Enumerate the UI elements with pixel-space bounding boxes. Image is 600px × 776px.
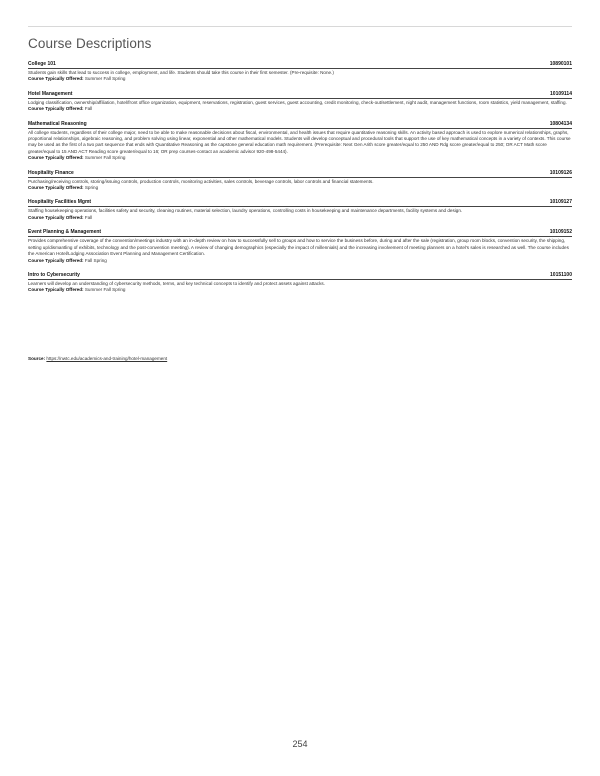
course-header	[28, 199, 572, 207]
offered-terms: Fall Spring	[84, 257, 107, 263]
course-entry	[28, 229, 572, 264]
course-name: Mathematical Reasoning	[28, 120, 87, 127]
course-code: 10890101	[549, 61, 572, 67]
course-name: Hotel Management	[28, 90, 73, 97]
offered-label: Course Typically Offered:	[28, 214, 84, 220]
offered-label: Course Typically Offered:	[28, 106, 84, 112]
source-citation	[28, 356, 167, 362]
course-offered	[28, 287, 572, 293]
offered-label: Course Typically Offered:	[28, 155, 84, 161]
course-code: 10109114	[550, 90, 572, 97]
course-description: Purchasing/receiving controls, storing/issuing controls, production controls, monitoring activities, sales controls, beverage controls, labor controls and financial statements.	[28, 178, 374, 184]
offered-terms: Summer Fall Spring	[84, 287, 126, 293]
course-description: Lodging classification, ownership/affiliation, hotel/front office organization, equipment, reservations, registration, guest services, guest accounting, credit monitoring, check-out/settlement, night audit, management functions, room statistics, yield management, staffing.	[28, 99, 567, 105]
course-code: 10109127	[549, 199, 572, 206]
course-name: Intro to Cybersecurity	[28, 271, 80, 278]
course-header	[28, 61, 572, 69]
course-offered	[28, 215, 572, 221]
offered-terms: Spring	[84, 185, 99, 191]
course-code: 10109126	[549, 169, 572, 176]
course-code: 10804134	[549, 120, 572, 127]
course-code: 10109152	[549, 229, 572, 236]
offered-label: Course Typically Offered:	[28, 185, 84, 191]
course-entry	[28, 61, 572, 83]
course-name: Event Planning & Management	[28, 229, 102, 236]
source-label: Source:	[28, 356, 46, 361]
course-offered	[28, 185, 572, 191]
course-name: Hospitality Finance	[28, 169, 74, 176]
offered-label: Course Typically Offered:	[28, 287, 84, 293]
page-number: 254	[292, 739, 308, 749]
offered-label: Course Typically Offered:	[28, 76, 84, 82]
course-entry	[28, 199, 572, 221]
course-offered	[28, 106, 572, 112]
course-entry	[28, 272, 572, 294]
offered-terms: Fall	[84, 214, 93, 220]
course-description: Provides comprehensive coverage of the convention/meetings industry with an in-depth review on how to successfully sell to groups and how to service the business before, during and after the sale (registration, group room blocks, convention security, the shipping, setting up/dismantling of exhibits, technology and the post-convention meeting). A review of changing demographics (especially the impact of millennials) and the increasing involvement of meeting planners on a hotel's sales is researched as well. The course includes the American Hotel/Lodging Association Event Planning and Management Certification.	[28, 238, 569, 257]
offered-label: Course Typically Offered:	[28, 257, 84, 263]
course-header	[28, 272, 572, 280]
course-header	[28, 91, 572, 99]
source-link[interactable]: https://nwtc.edu/academics-and-training/hotel-management	[46, 356, 168, 361]
course-offered	[28, 76, 572, 82]
course-list	[28, 61, 572, 302]
course-offered	[28, 155, 572, 161]
course-offered	[28, 258, 572, 264]
header-rule	[28, 26, 572, 27]
course-description: All college students, regardless of their college major, need to be able to make reasonable decisions about fiscal, environmental, and health issues that require quantitative reasoning skills. An activity based approach is used to explore numerical relationships, graphs, proportional relationships, algebraic reasoning, and problem solving using linear, exponential and other mathematical models. Students will develop conceptual and procedural tools that support the use of key mathematical concepts in a variety of contexts. This course may be used as the first of a two part sequence that ends with Quantitative Reasoning as the capstone general education math requirement. (Prerequisite: Next Gen Arith score greater/equal to 250 AND Rdg score greater/equal to 250; OR ACT Math score greater/equal to 15 AND ACT Reading score greater/equal to 16; OR prep courses-contact an academic advisor 920-498-5444).	[28, 129, 571, 154]
course-entry	[28, 121, 572, 162]
course-name: College 101	[28, 61, 56, 67]
course-entry	[28, 170, 572, 192]
course-description: Students gain skills that lead to success in college, employment, and life. Students should take this course in their first semester. (Pre-requisite: None.)	[28, 70, 334, 75]
offered-terms: Summer Fall Spring	[84, 155, 126, 161]
course-code: 10151100	[550, 271, 572, 278]
offered-terms: Fall	[84, 106, 93, 112]
course-entry	[28, 91, 572, 113]
course-header	[28, 229, 572, 237]
course-description: Learners will develop an understanding of cybersecurity methods, terms, and key technical concepts to identify and protect assets against attacks.	[28, 280, 325, 286]
course-name: Hospitality Facilities Mgmt	[28, 199, 92, 206]
course-description: Staffing housekeeping operations, facilities safety and security, cleaning routines, material selection, laundry operations, controlling costs in housekeeping and maintenance departments, facility systems and design.	[28, 208, 463, 214]
course-header	[28, 170, 572, 178]
page-title: Course Descriptions	[28, 36, 152, 51]
course-header	[28, 121, 572, 129]
offered-terms: Summer Fall Spring	[84, 76, 126, 82]
